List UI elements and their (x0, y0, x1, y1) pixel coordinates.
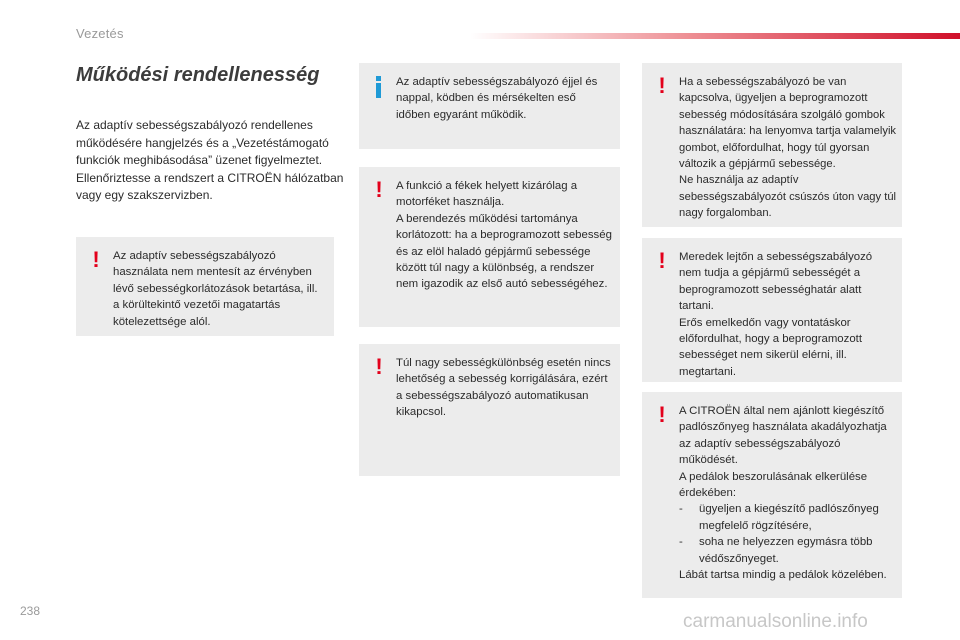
warning-icon: ! (658, 248, 666, 273)
warning-box-middle-2 (359, 344, 620, 476)
warning-right3-p2: A pedálok beszorulásának elkerülése érdekében: (679, 470, 868, 500)
warning-box-left (76, 237, 334, 336)
list-item: - soha ne helyezzen egymásra több védőszőnyeget. (679, 534, 898, 567)
warning-right2-p1: Meredek lejtőn a sebességszabályozó nem tudja a gépjármű sebességét a beprogramozott sebességhatár alatt tartani. (679, 251, 873, 313)
info-box-middle (359, 63, 620, 149)
warning-box-right-2 (642, 238, 902, 382)
page-title: Működési rendellenesség (76, 64, 320, 86)
warning-box-middle-1 (359, 167, 620, 327)
watermark-text: carmanualsonline.info (683, 611, 868, 632)
info-mid-text: Az adaptív sebességszabályozó éjjel és nappal, ködben és mérsékelten eső időben egyaránt működik. (396, 76, 598, 121)
info-box-text (396, 74, 612, 123)
warning-right1-p2: Ne használja az adaptív sebességszabályozót csúszós úton vagy túl nagy forgalomban. (679, 174, 897, 220)
list-item: - ügyeljen a kiegészítő padlószőnyeg megfelelő rögzítésére, (679, 501, 898, 534)
warning-box-text (679, 74, 898, 222)
warning-icon: ! (658, 402, 666, 427)
warning-box-text (679, 249, 894, 380)
warning-box-text (396, 178, 612, 293)
warning-right3-p3: Lábát tartsa mindig a pedálok közelében. (679, 569, 887, 582)
warning-icon: ! (375, 177, 383, 202)
warning-box-right-1 (642, 63, 902, 227)
warning-icon: ! (658, 73, 666, 98)
warning-icon: ! (375, 354, 383, 379)
warning-icon: ! (92, 247, 100, 272)
warning-left-text: Az adaptív sebességszabályozó használata nem mentesít az érvényben lévő sebességkorlátozások betartása, ill. a körültekintő vezetői magatartás kötelezettsége alól. (113, 250, 318, 328)
info-icon (371, 75, 387, 97)
warning-right3-p1: A CITROËN által nem ajánlott kiegészítő padlószőnyeg használata akadályozhatja az adaptív sebességszabályozó működését. (679, 405, 887, 467)
page-number: 238 (20, 604, 41, 618)
warning-mid1-p1: A funkció a fékek helyett kizárólag a motorféket használja. (396, 180, 578, 209)
warning-right2-p2: Erős emelkedőn vagy vontatáskor előfordulhat, hogy a beprogramozott sebességet nem sikerül elérni, ill. megtartani. (679, 316, 863, 378)
section-label: Vezetés (76, 26, 124, 41)
warning-right1-p1: Ha a sebességszabályozó be van kapcsolva, ügyeljen a beprogramozott sebesség módosítására szolgáló gombok használatára: ha lenyomva tartja valamelyik gombot, előfordulhat, hogy túl gyorsan változik a gépjármű sebessége. (679, 76, 897, 171)
warning-mid1-p2: A berendezés működési tartománya korlátozott: ha a beprogramozott sebesség és az elöl haladó gépjármű sebessége között túl nagy a különbség, a rendszer nem igazodik az első autó sebességéhez. (396, 212, 612, 291)
intro-paragraph: Az adaptív sebességszabályozó rendellenes működésére hangjelzés és a „Vezetéstámogató funkciók meghibásodása” üzenet figyelmeztet. Ellenőriztesse a rendszert a CITROËN hálózatban vagy egy szakszervizben. (76, 118, 344, 202)
warning-box-text (679, 403, 898, 583)
warning-box-text (113, 248, 326, 330)
warning-box-right-3 (642, 392, 902, 598)
warning-right3-list (679, 501, 898, 567)
header-divider (470, 33, 960, 39)
warning-box-text (396, 355, 612, 421)
warning-mid2-text: Túl nagy sebességkülönbség esetén nincs lehetőség a sebesség korrigálására, ezért a sebességszabályozó automatikusan kikapcsol. (396, 357, 611, 419)
